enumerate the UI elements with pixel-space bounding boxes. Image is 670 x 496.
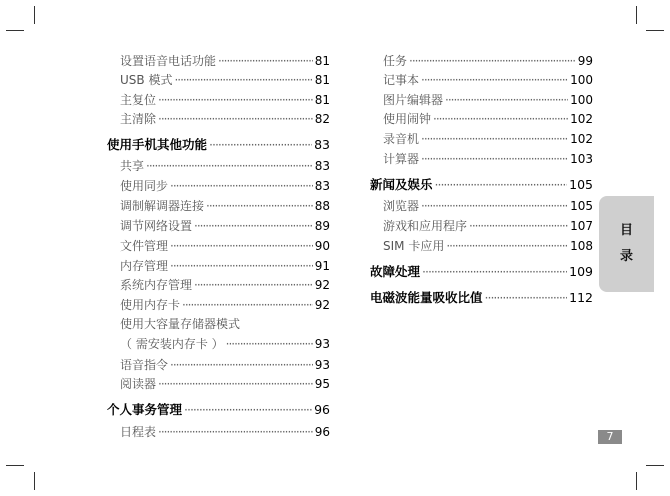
leader-dots [146, 158, 313, 174]
toc-entry[interactable] [383, 111, 593, 127]
toc-entry-label: 语音指令 [120, 358, 169, 372]
toc-entry-page: 112 [569, 290, 593, 305]
leader-dots [421, 151, 568, 167]
toc-entry-page: 90 [314, 239, 330, 253]
leader-dots [170, 238, 313, 254]
toc-section-heading[interactable] [107, 402, 330, 418]
toc-entry-label: 新闻及娱乐 [370, 177, 433, 192]
crop-mark [646, 465, 664, 466]
crop-mark [636, 472, 637, 490]
leader-dots [409, 53, 576, 69]
toc-entry-page: 100 [570, 93, 593, 107]
toc-entry-label: 使用手机其他功能 [107, 137, 208, 152]
leader-dots [206, 198, 313, 214]
toc-entry-page: 96 [314, 402, 330, 417]
leader-dots [158, 376, 313, 392]
toc-entry-page: 83 [314, 179, 330, 193]
toc-entry-label: 阅读器 [120, 377, 157, 391]
toc-entry[interactable] [120, 424, 330, 440]
toc-entry[interactable] [120, 158, 330, 174]
toc-entry-label: 设置语音电话功能 [120, 54, 217, 68]
leader-dots [170, 357, 313, 373]
toc-entry-page: 83 [314, 137, 330, 152]
leader-dots [209, 137, 312, 153]
leader-dots [445, 92, 568, 108]
toc-entry-page: 102 [570, 132, 593, 146]
toc-entry-page: 92 [314, 278, 330, 292]
toc-entry-page: 108 [570, 239, 593, 253]
toc-entry[interactable] [120, 111, 330, 127]
toc-entry-label: 主复位 [120, 93, 157, 107]
crop-mark [636, 6, 637, 24]
toc-entry-page: 103 [570, 152, 593, 166]
leader-dots [226, 336, 313, 352]
leader-dots [158, 111, 313, 127]
toc-entry-label: 录音机 [383, 132, 420, 146]
toc-entry-page: 81 [314, 93, 330, 107]
leader-dots [421, 131, 568, 147]
toc-entry[interactable] [120, 297, 330, 313]
toc-entry[interactable] [383, 198, 593, 214]
toc-entry-page: 93 [314, 358, 330, 372]
toc-entry-label: 记事本 [383, 73, 420, 87]
toc-entry-page: 107 [570, 219, 593, 233]
leader-dots [158, 92, 313, 108]
chapter-tab-char: 目 [619, 223, 633, 238]
toc-entry[interactable] [120, 277, 330, 293]
leader-dots [469, 218, 568, 234]
toc-entry-page: 82 [314, 112, 330, 126]
toc-entry-page: 105 [570, 199, 593, 213]
toc-entry[interactable] [383, 131, 593, 147]
toc-section-heading[interactable] [370, 264, 593, 280]
chapter-tab[interactable] [599, 196, 654, 292]
toc-entry-page: 102 [570, 112, 593, 126]
toc-entry-label: SIM 卡应用 [383, 239, 445, 253]
leader-dots [435, 177, 568, 193]
toc-entry[interactable] [120, 92, 330, 108]
crop-mark [646, 30, 664, 31]
toc-entry-page: 81 [314, 54, 330, 68]
toc-entry[interactable] [120, 72, 330, 88]
leader-dots [446, 238, 568, 254]
toc-entry-label: 图片编辑器 [383, 93, 444, 107]
toc-entry-label: 使用同步 [120, 179, 169, 193]
toc-entry-label: 计算器 [383, 152, 420, 166]
crop-mark [34, 472, 35, 490]
toc-entry-page: 95 [314, 377, 330, 391]
toc-entry-label: 共享 [120, 159, 145, 173]
crop-mark [6, 30, 24, 31]
toc-entry[interactable] [120, 53, 330, 69]
toc-entry-label: （ 需安装内存卡 ） [120, 337, 224, 351]
toc-entry-no-page[interactable] [120, 316, 330, 332]
toc-entry-label: 使用闹钟 [383, 112, 432, 126]
toc-entry-label: 个人事务管理 [107, 402, 183, 417]
page-number: 7 [598, 430, 622, 444]
toc-entry-label: 文件管理 [120, 239, 169, 253]
leader-dots [174, 72, 312, 88]
leader-dots [170, 258, 313, 274]
leader-dots [170, 178, 313, 194]
toc-entry-page: 92 [314, 298, 330, 312]
toc-entry[interactable] [120, 178, 330, 194]
leader-dots [158, 424, 313, 440]
toc-entry[interactable] [383, 72, 593, 88]
toc-entry-label: 故障处理 [370, 264, 421, 279]
toc-entry[interactable] [120, 218, 330, 234]
toc-entry-label: 内存管理 [120, 259, 169, 273]
toc-entry-label: 使用大容量存储器模式 [120, 317, 241, 331]
toc-entry[interactable] [120, 357, 330, 373]
toc-entry[interactable] [120, 238, 330, 254]
toc-section-heading[interactable] [370, 177, 593, 193]
toc-entry-page: 88 [314, 199, 330, 213]
toc-entry[interactable] [383, 53, 593, 69]
leader-dots [422, 264, 567, 280]
toc-entry-page: 93 [314, 337, 330, 351]
toc-entry-page: 89 [314, 219, 330, 233]
leader-dots [421, 198, 568, 214]
toc-entry-label: 调制解调器连接 [120, 199, 205, 213]
leader-dots [218, 53, 313, 69]
toc-entry-label: 使用内存卡 [120, 298, 181, 312]
leader-dots [485, 290, 568, 306]
toc-entry-label: 电磁波能量吸收比值 [370, 290, 483, 305]
toc-entry-label: 任务 [383, 54, 408, 68]
toc-entry-page: 99 [577, 54, 593, 68]
toc-entry[interactable] [120, 198, 330, 214]
toc-entry[interactable] [120, 376, 330, 392]
toc-entry[interactable] [383, 92, 593, 108]
toc-entry-label: 日程表 [120, 425, 157, 439]
toc-entry[interactable] [383, 151, 593, 167]
toc-entry-label: 游戏和应用程序 [383, 219, 468, 233]
leader-dots [433, 111, 568, 127]
toc-entry[interactable] [120, 258, 330, 274]
leader-dots [184, 402, 312, 418]
toc-entry-label: 调节网络设置 [120, 219, 193, 233]
toc-entry-page: 81 [314, 73, 330, 87]
toc-section-heading[interactable] [107, 137, 330, 153]
toc-section-heading[interactable] [370, 290, 593, 306]
leader-dots [194, 277, 313, 293]
chapter-tab-char: 录 [619, 249, 633, 264]
toc-entry-page: 96 [314, 425, 330, 439]
toc-entry-page: 83 [314, 159, 330, 173]
toc-entry[interactable] [383, 238, 593, 254]
toc-entry-label: 主清除 [120, 112, 157, 126]
toc-entry[interactable] [383, 218, 593, 234]
toc-entry-page: 100 [570, 73, 593, 87]
toc-entry-page: 105 [569, 177, 593, 192]
leader-dots [182, 297, 313, 313]
leader-dots [194, 218, 313, 234]
toc-entry-label: 系统内存管理 [120, 278, 193, 292]
toc-entry-page: 91 [314, 259, 330, 273]
crop-mark [34, 6, 35, 24]
toc-entry-page: 109 [569, 264, 593, 279]
toc-entry-label: 浏览器 [383, 199, 420, 213]
crop-mark [6, 465, 24, 466]
toc-entry[interactable] [120, 336, 330, 352]
leader-dots [421, 72, 568, 88]
toc-entry-label: USB 模式 [120, 73, 173, 87]
